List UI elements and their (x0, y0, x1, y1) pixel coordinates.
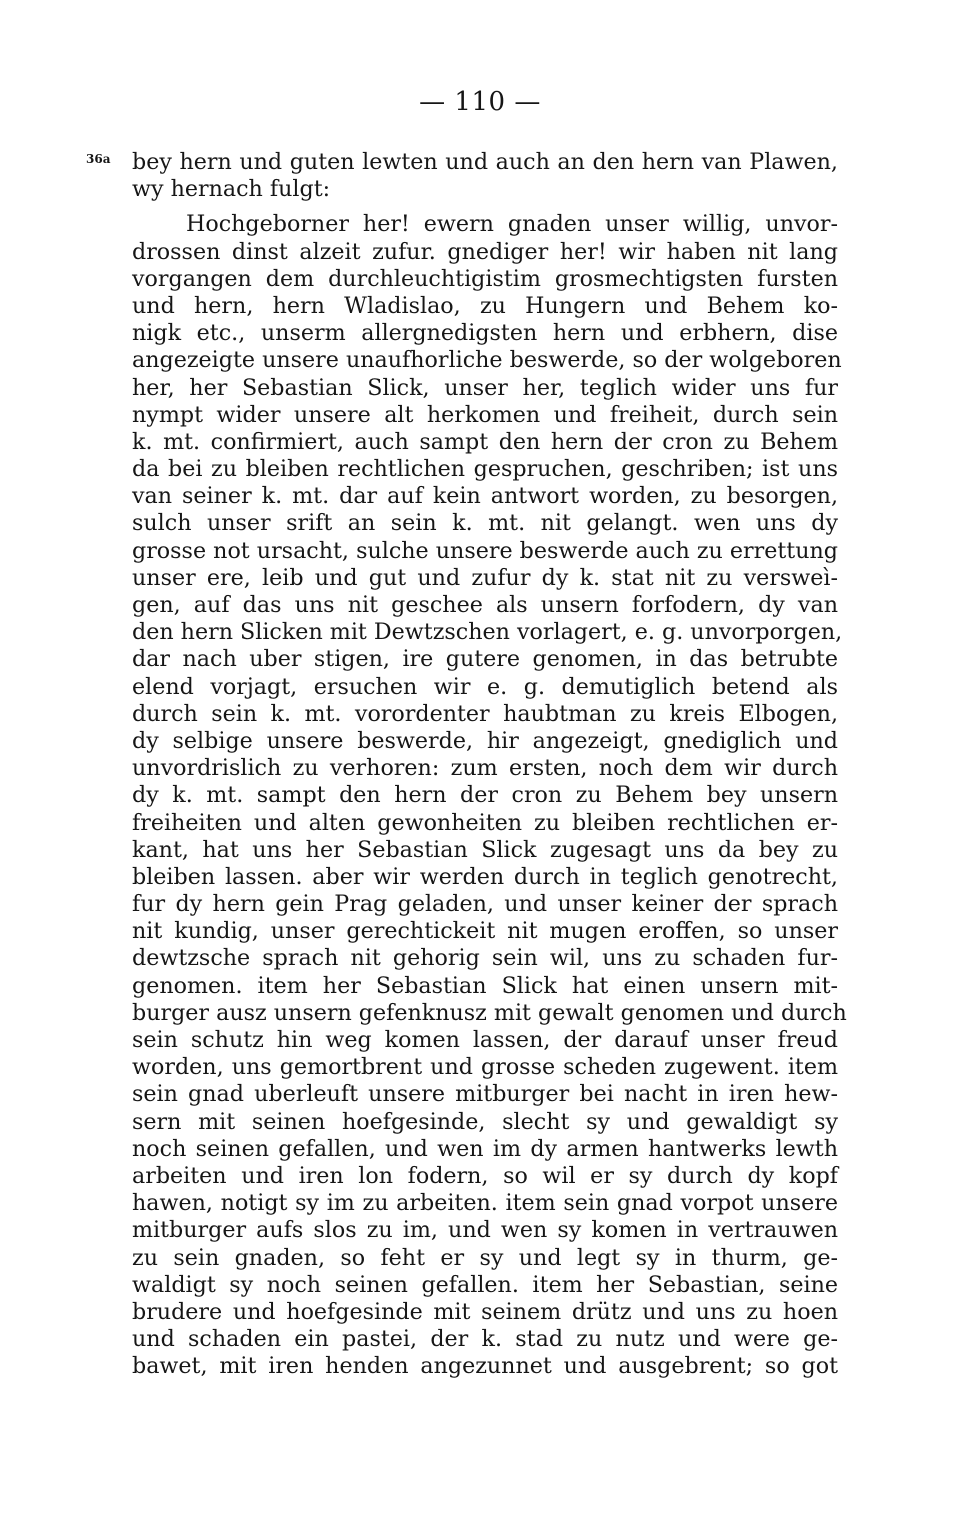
text-line: k. mt. confirmiert, auch sampt den hern der cron zu Behem (132, 428, 838, 455)
text-line: unvordrislich zu verhoren: zum ersten, noch dem wir durch (132, 755, 838, 782)
text-line: drossen dinst alzeit zufur. gnediger her! wir haben nit lang (132, 238, 838, 265)
text-line: sern mit seinen hoefgesinde, slecht sy und gewaldigt sy (132, 1108, 838, 1135)
text-line: freiheiten und alten gewonheiten zu bleiben rechtlichen er- (132, 809, 838, 836)
text-line: her, her Sebastian Slick, unser her, teglich wider uns fur (132, 374, 838, 401)
text-line: nympt wider unsere alt herkomen und freiheit, durch sein (132, 401, 838, 428)
text-line: grosse not ursacht, sulche unsere beswerde auch zu errettung (132, 537, 838, 564)
text-line: brudere und hoefgesinde mit seinem drütz und uns zu hoen (132, 1298, 838, 1325)
text-line: genomen. item her Sebastian Slick hat einen unsern mit- (132, 972, 838, 999)
text-line: bawet, mit iren henden angezunnet und ausgebrent; so got (132, 1353, 838, 1380)
text-line: vorgangen dem durchleuchtigistim grosmechtigsten fursten (132, 265, 838, 292)
text-line: hawen, notigt sy im zu arbeiten. item sein gnad vorpot unsere (132, 1190, 838, 1217)
text-line: dy k. mt. sampt den hern der cron zu Behem bey unsern (132, 782, 838, 809)
text-line: gen, auf das uns nit geschee als unsern forfodern, dy van (132, 592, 838, 618)
text-line: und hern, hern Wladislao, zu Hungern und Behem ko- (132, 292, 838, 319)
body-text (132, 149, 847, 1380)
text-line: kant, hat uns her Sebastian Slick zugesagt uns da bey zu (132, 836, 838, 863)
text-line: dar nach uber stigen, ire gutere genomen, in das betrubte (132, 646, 838, 673)
text-line: durch sein k. mt. vorordenter haubtman zu kreis Elbogen, (132, 700, 838, 727)
margin-note: 36a (86, 152, 111, 166)
text-line: elend vorjagt, ersuchen wir e. g. demutiglich betend als (132, 673, 838, 700)
text-line: arbeiten und iren lon fodern, so wil er sy durch dy kopf (132, 1162, 838, 1189)
text-line: bey hern und guten lewten und auch an den hern van Plawen, (132, 149, 838, 175)
text-line: sein gnad uberleuft unsere mitburger bei nacht in iren hew- (132, 1081, 838, 1108)
text-line: Hochgeborner her! ewern gnaden unser willig, unvor- (186, 211, 838, 238)
text-line: worden, uns gemortbrent und grosse scheden zugewent. item (132, 1054, 838, 1081)
paragraph-gap (132, 203, 838, 211)
text-line: und schaden ein pastei, der k. stad zu nutz und were ge- (132, 1326, 838, 1353)
text-line: waldigt sy noch seinen gefallen. item her Sebastian, seine (132, 1271, 838, 1298)
text-line: nigk etc., unserm allergnedigsten hern und erbhern, dise (132, 320, 838, 347)
text-line: fur dy hern gein Prag geladen, und unser keiner der sprach (132, 891, 838, 918)
text-line: noch seinen gefallen, und wen im dy armen hantwerks lewth (132, 1135, 838, 1162)
text-line: burger ausz unsern gefenknusz mit gewalt genomen und durch (132, 999, 847, 1026)
text-line: da bei zu bleiben rechtlichen gespruchen, geschriben; ist uns (132, 456, 838, 483)
text-line: bleiben lassen. aber wir werden durch in teglich genotrecht, (132, 863, 838, 890)
text-line: unser ere, leib und gut und zufur dy k. stat nit zu versweì- (132, 564, 838, 591)
text-line: mitburger aufs slos zu im, und wen sy komen in vertrauwen (132, 1217, 838, 1244)
text-line: den hern Slicken mit Dewtzschen vorlagert, e. g. unvorporgen, (132, 619, 843, 646)
text-line: dewtzsche sprach nit gehorig sein wil, uns zu schaden fur- (132, 945, 838, 972)
text-line: zu sein gnaden, so feht er sy und legt sy in thurm, ge- (132, 1244, 838, 1271)
page-number: — 110 — (419, 87, 541, 117)
text-line: dy selbige unsere beswerde, hir angezeigt, gnediglich und (132, 727, 838, 754)
text-line: wy hernach fulgt: (132, 176, 331, 203)
text-line: van seiner k. mt. dar auf kein antwort worden, zu besorgen, (132, 483, 838, 510)
text-line: nit kundig, unser gerechtickeit nit mugen eroffen, so unser (132, 918, 838, 945)
text-line: sein schutz hin weg komen lassen, der darauf unser freud (132, 1027, 838, 1053)
text-line: angezeigte unsere unaufhorliche beswerde, so der wolgeboren (132, 347, 842, 374)
text-line: sulch unser srift an sein k. mt. nit gelangt. wen uns dy (132, 510, 838, 537)
